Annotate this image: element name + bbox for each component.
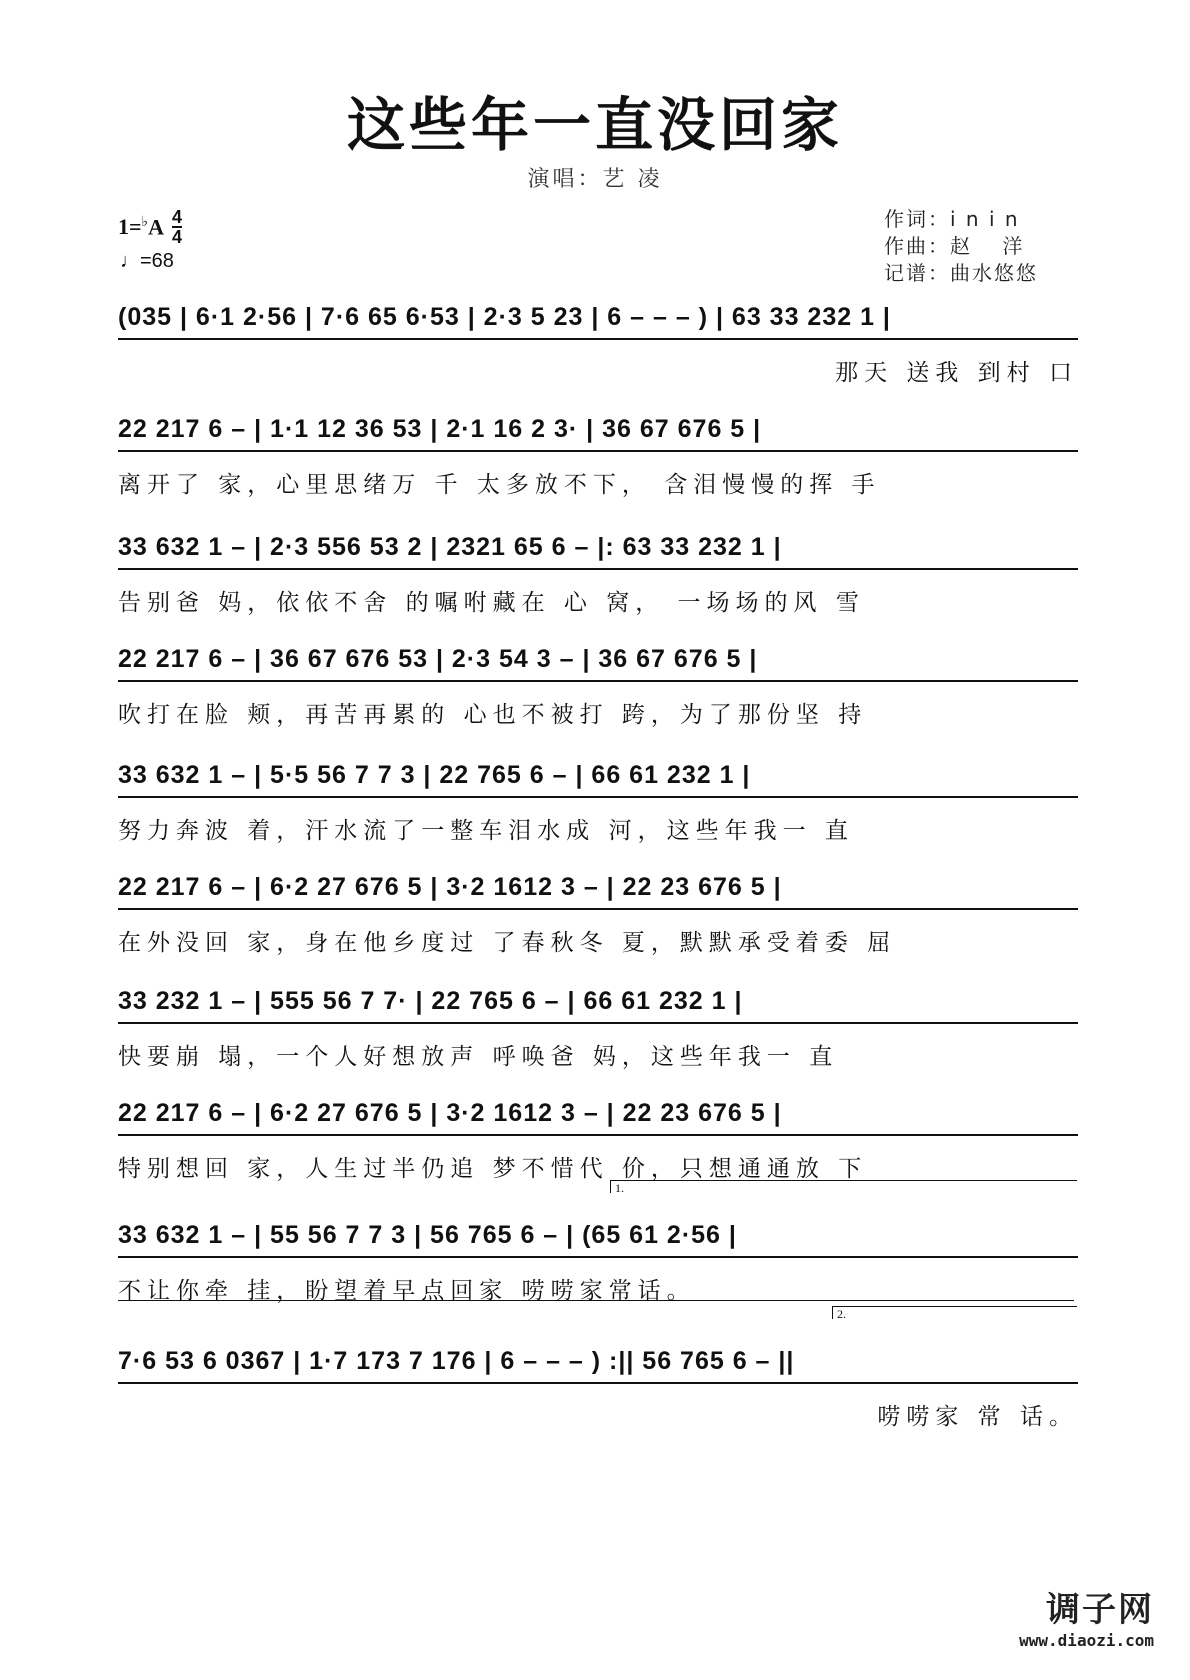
key-note: A <box>148 214 165 240</box>
score-line-4 <box>118 642 1078 730</box>
key-prefix: 1= <box>118 214 142 239</box>
watermark-url: www.diaozi.com <box>1019 1631 1154 1650</box>
lyrics-line: 那天 送我 到村 口 <box>835 360 1078 386</box>
volta-ending-2: 2. <box>832 1306 1077 1319</box>
notes-line: 33 232 1 – | 555 56 7 7· | 22 765 6 – | 66 61 232 1 | <box>118 984 1078 1024</box>
score-line-6 <box>118 870 1078 958</box>
page-title: 这些年一直没回家 <box>346 91 843 159</box>
volta-ending-1: 1. <box>610 1180 1077 1193</box>
lyrics-line: 离开了 家，心里思绪万 千 太多放不下， 含泪慢慢的挥 手 <box>118 472 881 498</box>
lyrics-line: 努力奔波 着，汗水流了一整车泪水成 河，这些年我一 直 <box>118 818 854 844</box>
lyrics-line: 在外没回 家，身在他乡度过 了春秋冬 夏，默默承受着委 屈 <box>118 930 897 956</box>
lyricist-credit: 作词：i n i n <box>884 207 1020 231</box>
meter-numerator: 4 <box>172 207 183 227</box>
notes-line: 7·6 53 6 0367 | 1·7 173 7 176 | 6 – – – ) :|| 56 765 6 – || <box>118 1344 1078 1384</box>
notes-line: 22 217 6 – | 6·2 27 676 5 | 3·2 1612 3 – | 22 23 676 5 | <box>118 1096 1078 1136</box>
score-line-1 <box>118 300 1078 388</box>
notes-line: (035 | 6·1 2·56 | 7·6 65 6·53 | 2·3 5 23 | 6 – – – ) | 63 33 232 1 | <box>118 300 1078 340</box>
notes-line: 22 217 6 – | 36 67 676 53 | 2·3 54 3 – | 36 67 676 5 | <box>118 642 1078 682</box>
lyrics-line: 不让你牵 挂，盼望着早点回家 唠唠家常话。 <box>118 1278 696 1304</box>
lyrics-line: 吹打在脸 颊，再苦再累的 心也不被打 跨，为了那份坚 持 <box>118 702 868 728</box>
notes-line: 22 217 6 – | 6·2 27 676 5 | 3·2 1612 3 – | 22 23 676 5 | <box>118 870 1078 910</box>
score-line-8 <box>118 1096 1078 1184</box>
score-line-2 <box>118 412 1078 500</box>
notes-line: 33 632 1 – | 55 56 7 7 3 | 56 765 6 – | (65 61 2·56 | <box>118 1218 1078 1258</box>
score-line-9 <box>118 1218 1078 1306</box>
score-line-10 <box>118 1344 1078 1432</box>
notes-line: 22 217 6 – | 1·1 12 36 53 | 2·1 16 2 3· | 36 67 676 5 | <box>118 412 1078 452</box>
score-line-7 <box>118 984 1078 1072</box>
notes-line: 33 632 1 – | 2·3 556 53 2 | 2321 65 6 – |: 63 33 232 1 | <box>118 530 1078 570</box>
lyrics-line: 告别爸 妈，依依不舍 的嘱咐藏在 心 窝， 一场场的风 雪 <box>118 590 865 616</box>
composer-credit: 作曲：赵 洋 <box>884 234 1025 258</box>
singer-credit: 演唱：艺 凌 <box>527 167 663 192</box>
watermark-brand: 调子网 <box>1046 1590 1154 1630</box>
score-line-5 <box>118 758 1078 846</box>
repeat-divider <box>118 1300 1074 1301</box>
lyrics-line: 快要崩 塌，一个人好想放声 呼唤爸 妈，这些年我一 直 <box>118 1044 839 1070</box>
transcriber-credit: 记谱：曲水悠悠 <box>884 261 1038 285</box>
score-line-3 <box>118 530 1078 618</box>
lyrics-line: 特别想回 家，人生过半仍追 梦不惜代 价，只想通通放 下 <box>118 1156 868 1182</box>
meter-denominator: 4 <box>172 227 183 247</box>
tempo-marking: ♩=68 <box>120 250 174 272</box>
site-watermark <box>1019 1582 1154 1650</box>
lyrics-line: 唠唠家 常 话。 <box>877 1404 1078 1430</box>
flat-accidental: ♭ <box>141 214 149 230</box>
notes-line: 33 632 1 – | 5·5 56 7 7 3 | 22 765 6 – | 66 61 232 1 | <box>118 758 1078 798</box>
